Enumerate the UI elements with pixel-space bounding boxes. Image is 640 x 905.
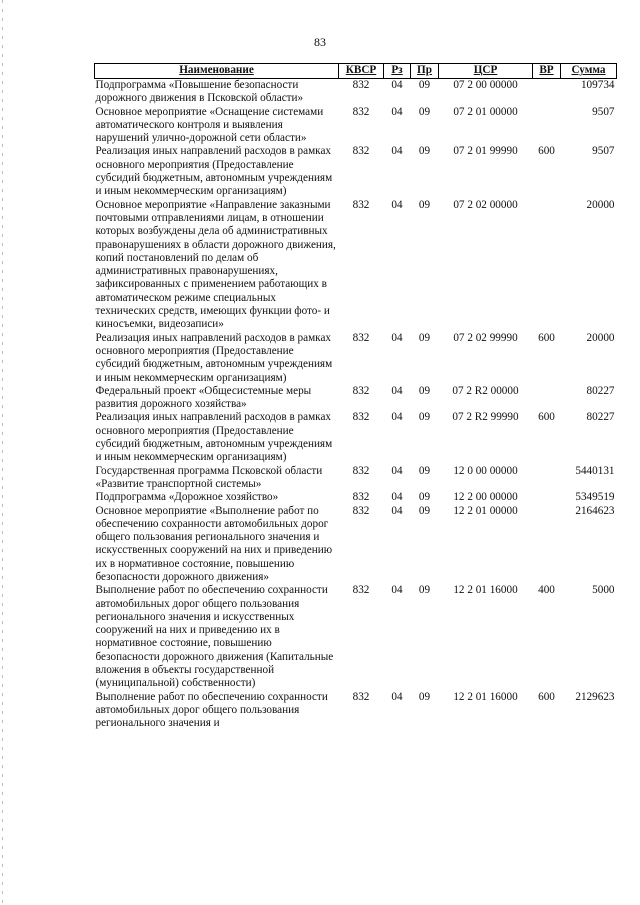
table-row: [95, 385, 617, 412]
cell-sum: 80227: [586, 384, 615, 397]
table-row: [95, 691, 617, 731]
table-row: [95, 199, 617, 332]
cell-pr: 09: [418, 491, 431, 504]
cell-name: Реализация иных направлений расходов в рамках основного мероприятия (Предоставление субсидий бюджетным, автономным учреждениям и иным некоммерческим организациям): [95, 145, 333, 198]
cell-rz: 04: [391, 331, 403, 344]
cell-pr: 09: [418, 690, 431, 703]
cell-kvsr: 832: [352, 105, 370, 118]
cell-csr: 07 2 02 99990: [453, 331, 518, 344]
cell-sum: 2129623: [575, 690, 615, 703]
cell-csr: 12 2 00 00000: [453, 491, 518, 504]
cell-vr: [533, 385, 561, 412]
cell-kvsr: 832: [352, 145, 370, 158]
header-name: Наименование: [95, 64, 339, 79]
cell-csr: 12 2 01 16000: [453, 690, 518, 703]
cell-vr: 600: [538, 145, 555, 158]
cell-name: Подпрограмма «Дорожное хозяйство»: [95, 491, 279, 504]
cell-csr: 07 2 R2 99990: [452, 411, 519, 424]
cell-sum: 20000: [586, 331, 615, 344]
budget-table: [94, 63, 617, 731]
table-row: [95, 465, 617, 492]
cell-csr: 12 2 01 00000: [453, 504, 518, 517]
cell-vr: 400: [538, 584, 555, 597]
table-row: [95, 79, 617, 106]
cell-rz: 04: [391, 504, 403, 517]
cell-sum: 109734: [580, 79, 615, 91]
cell-sum: 5440131: [575, 464, 615, 477]
cell-name: Федеральный проект «Общесистемные меры развития дорожного хозяйства»: [95, 384, 312, 411]
table-row: [95, 332, 617, 385]
cell-vr: 600: [538, 411, 555, 424]
table-row: [95, 106, 617, 146]
cell-kvsr: 832: [352, 79, 370, 91]
cell-name: Подпрограмма «Повышение безопасности дорожного движения в Псковской области»: [95, 79, 304, 105]
cell-kvsr: 832: [352, 464, 370, 477]
cell-name: Основное мероприятие «Направление заказными почтовыми отправлениями лицам, в отношении которых возбуждены дела об административных правонарушениях в области дорожного движения, копий постановлений по делам об административных правонарушениях, зафиксированных с применением работающих в автоматическом режиме специальных технических средств, имеющих функции фото- и киносъемки, видеозаписи»: [95, 198, 336, 331]
header-vr: ВР: [533, 64, 561, 79]
header-pr: Пр: [411, 64, 439, 79]
cell-pr: 09: [418, 384, 431, 397]
table-row: [95, 584, 617, 690]
header-csr: ЦСР: [439, 64, 533, 79]
cell-rz: 04: [391, 464, 403, 477]
header-kvsr: КВСР: [339, 64, 384, 79]
cell-vr: [533, 491, 561, 504]
cell-name: Выполнение работ по обеспечению сохранности автомобильных дорог общего пользования регионального значения и: [95, 690, 328, 730]
cell-sum: 80227: [586, 411, 615, 424]
cell-rz: 04: [391, 584, 403, 597]
cell-pr: 09: [418, 105, 431, 118]
cell-rz: 04: [391, 145, 403, 158]
cell-pr: 09: [418, 198, 431, 211]
cell-csr: 07 2 00 00000: [453, 79, 518, 91]
cell-vr: [533, 79, 561, 106]
header-sum: Сумма: [561, 64, 617, 79]
cell-sum: 5000: [592, 584, 615, 597]
cell-csr: 07 2 R2 00000: [452, 384, 519, 397]
cell-vr: [533, 465, 561, 492]
cell-name: Выполнение работ по обеспечению сохранности автомобильных дорог общего пользования регионального значения и искусственных сооружений на них и приведению их в нормативное состояние, повышению безопасности дорожного движения (Капитальные вложения в объекты государственной (муниципальной) собственности): [95, 584, 334, 690]
cell-name: Реализация иных направлений расходов в рамках основного мероприятия (Предоставление субсидий бюджетным, автономным учреждениям и иным некоммерческим организациям): [95, 411, 333, 464]
cell-kvsr: 832: [352, 584, 370, 597]
cell-pr: 09: [418, 464, 431, 477]
cell-pr: 09: [418, 584, 431, 597]
cell-csr: 07 2 01 00000: [453, 105, 518, 118]
cell-name: Государственная программа Псковской области «Развитие транспортной системы»: [95, 464, 323, 490]
page-number: 83: [314, 35, 326, 49]
table-row: [95, 491, 617, 504]
cell-csr: 12 0 00 00000: [453, 464, 518, 477]
cell-rz: 04: [391, 105, 403, 118]
cell-rz: 04: [391, 491, 403, 504]
cell-csr: 07 2 01 99990: [453, 145, 518, 158]
cell-vr: 600: [538, 331, 555, 344]
cell-sum: 5349519: [575, 491, 615, 504]
table-header-row: [95, 64, 617, 79]
cell-kvsr: 832: [352, 331, 370, 344]
cell-sum: 20000: [586, 198, 615, 211]
cell-vr: [533, 199, 561, 332]
cell-kvsr: 832: [352, 198, 370, 211]
cell-pr: 09: [418, 331, 431, 344]
cell-rz: 04: [391, 384, 403, 397]
cell-rz: 04: [391, 79, 403, 91]
cell-vr: [533, 505, 561, 585]
cell-sum: 9507: [592, 145, 615, 158]
cell-pr: 09: [418, 145, 431, 158]
table-row: [95, 505, 617, 585]
cell-rz: 04: [391, 198, 403, 211]
cell-vr: [533, 106, 561, 146]
cell-name: Основное мероприятие «Оснащение системами автоматического контроля и выявления нарушений улично-дорожной сети области»: [95, 105, 324, 145]
table-row: [95, 145, 617, 198]
cell-sum: 2164623: [575, 504, 615, 517]
cell-kvsr: 832: [352, 690, 370, 703]
cell-pr: 09: [418, 79, 431, 91]
cell-kvsr: 832: [352, 384, 370, 397]
scan-edge-mark: [2, 0, 3, 905]
cell-vr: 600: [538, 690, 555, 703]
cell-name: Реализация иных направлений расходов в рамках основного мероприятия (Предоставление субсидий бюджетным, автономным учреждениям и иным некоммерческим организациям): [95, 331, 333, 384]
cell-sum: 9507: [592, 105, 615, 118]
cell-pr: 09: [418, 504, 431, 517]
cell-csr: 07 2 02 00000: [453, 198, 518, 211]
cell-kvsr: 832: [352, 504, 370, 517]
cell-kvsr: 832: [352, 491, 370, 504]
table-row: [95, 411, 617, 464]
cell-kvsr: 832: [352, 411, 370, 424]
cell-rz: 04: [391, 411, 403, 424]
header-rz: Рз: [384, 64, 411, 79]
cell-rz: 04: [391, 690, 403, 703]
cell-name: Основное мероприятие «Выполнение работ по обеспечению сохранности автомобильных дорог общего пользования регионального значения и искусственных сооружений на них и приведению их в нормативное состояние, повышению безопасности дорожного движения»: [95, 504, 333, 583]
cell-pr: 09: [418, 411, 431, 424]
cell-csr: 12 2 01 16000: [453, 584, 518, 597]
